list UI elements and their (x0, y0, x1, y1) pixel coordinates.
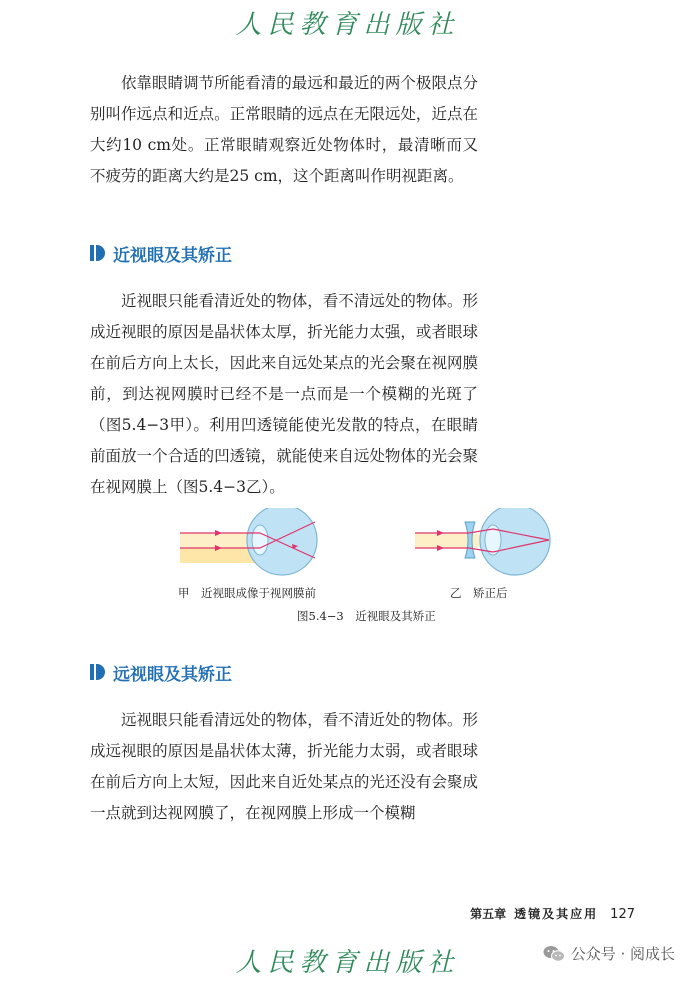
footer-chapter: 第五章 (470, 907, 507, 921)
figure-title: 图5.4−3 近视眼及其矫正 (297, 609, 436, 623)
paragraph-myopia: 近视眼只能看清近处的物体，看不清远处的物体。形成近视眼的原因是晶状体太厚，折光能力太强，或者眼球在前后方向上太长，因此来自远处某点的光会聚在视网膜前，到达视网膜时已经不是一点而是一个模糊的光斑了（图5.4−3甲）。利用凹透镜能使光发散的特点，在眼睛前面放一个合适的凹透镜，就能使来自远处物体的光会聚在视网膜上（图5.4−3乙）。 (90, 292, 478, 496)
myopia-figure (170, 508, 570, 588)
heading-text: 远视眼及其矫正 (113, 664, 232, 685)
wechat-icon (543, 945, 565, 963)
heading-marker-icon (90, 664, 105, 680)
paragraph-hyperopia: 远视眼只能看清远处的物体，看不清近处的物体。形成远视眼的原因是晶状体太薄，折光能力太弱，或者眼球在前后方向上太短，因此来自近处某点的光还没有会聚成一点就到达视网膜了，在视网膜上形成一个模糊 (90, 711, 478, 822)
paragraph-near-far-point: 依靠眼睛调节所能看清的最远和最近的两个极限点分别叫作远点和近点。正常眼睛的远点在无限远处，近点在大约10 cm处。正常眼睛观察近处物体时，最清晰而又不疲劳的距离大约是25 cm，这个距离叫作明视距离。 (90, 74, 478, 185)
footer-chapter-title: 透镜及其应用 (514, 907, 599, 921)
publisher-logo-bottom: 人民教育出版社 (235, 948, 460, 978)
section-heading-myopia (90, 241, 232, 265)
figure-caption-corrected: 乙 矫正后 (450, 586, 508, 600)
section-heading-hyperopia (90, 660, 232, 684)
myopic-eye-diagram (180, 508, 317, 575)
wechat-watermark (543, 943, 675, 964)
heading-marker-icon (90, 245, 105, 261)
watermark-text: 公众号 · 阅成长 (570, 945, 675, 963)
page-number: 127 (610, 907, 635, 922)
page-footer (470, 905, 635, 922)
figure-caption-uncorrected: 甲 近视眼成像于视网膜前 (178, 586, 316, 600)
corrected-eye-diagram (415, 508, 550, 575)
lens-shape (252, 525, 268, 555)
publisher-logo-top: 人民教育出版社 (235, 10, 460, 40)
heading-text: 近视眼及其矫正 (113, 245, 232, 266)
